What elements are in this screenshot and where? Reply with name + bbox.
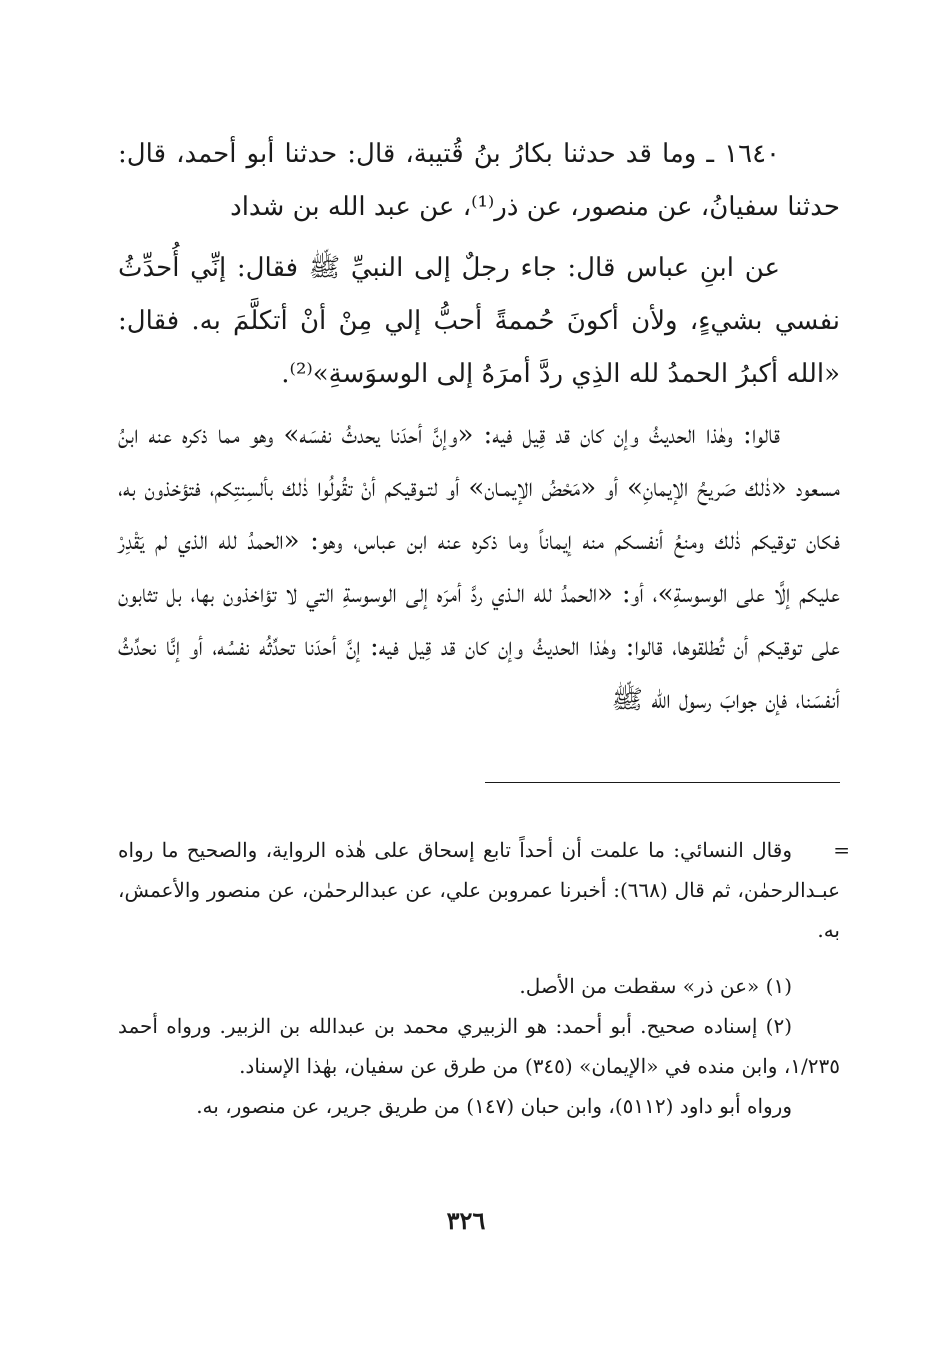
paragraph-commentary: قالوا: وهٰذا الحديثُ وإن كان قد قِيل فيه: «وإنَّ أحدَنا يحدثُ نفسَه» وهو مما ذكره عنه ابنُ مسعود «ذٰلك صَريحُ الإيمانِ» أو «مَحْضُ الإيمـان» أو لتـوقيكم أنْ تقُولُوا ذٰلك بألسِنتِكم، فتؤخذون به، فكان توقيكم ذٰلك ومنعُ أنفسكم منه إيماناً وما ذكره عنه ابن عباس، وهو: «الحمدُ لله الذي لم يَقْدِرْ عليكم إلَّا على الوسوسةِ»، أو: «الحمدُ لله الـذي ردَّ أمرَه إلى الوسوسةِ التي لا تؤاخذون بها، بل تثابون على توقيكم أن تُطلقوها، قالوا: وهٰذا الحديثُ وإن كان قد قِيل فيه: إنَّ أحدَنا تحدِّثُه نفسُه، أو إنَّا نحدِّثُ أنفسَنا، فإن جوابَ رسول الله ﷺ — [118, 420, 840, 715]
body-text-block — [118, 128, 840, 727]
footnotes — [118, 830, 850, 1126]
footnote-2: (٢) إسناده صحيح. أبو أحمد: هو الزبيري محمد بن عبدالله بن الزبير. ورواه أحمد ١/٢٣٥، وابن منده في «الإيمان» (٣٤٥) من طرق عن سفيان، بهٰذا الإسناد. — [118, 1014, 840, 1078]
paragraph-hadith-1640-isnad: ١٦٤٠ ـ وما قد حدثنا بكارُ بنُ قُتيبة، قال: حدثنا أبو أحمد، قال: حدثنا سفيانُ، عن منصور، عن ذر⁽¹⁾، عن عبد الله بن شداد — [118, 139, 840, 222]
footnote-continuation — [118, 830, 850, 950]
footnote-continuation-text: وقال النسائي: ما علمت أن أحداً تابع إسحاق على هٰذه الرواية، والصحيح ما رواه عبـدالرحمٰن، ثم قال (٦٦٨): أخبرنا عمروبن علي، عن عبدالرحمٰن، عن منصور والأعمش، به. — [118, 838, 841, 942]
page-number: ٣٢٦ — [446, 1206, 486, 1235]
footnote-2-extra: ورواه أبو داود (٥١١٢)، وابن حبان (١٤٧) من طريق جرير، عن منصور، به. — [196, 1094, 792, 1118]
footnote-separator — [485, 782, 840, 783]
main-text — [118, 128, 840, 727]
paragraph-hadith-1640-matn: عن ابنِ عباس قال: جاء رجلٌ إلى النبيِّ ﷺ فقال: إنِّي أُحدِّثُ نفسي بشيءٍ، ولأن أكونَ حُممةً أحبُّ إلي مِنْ أنْ أتكلَّمَ به. فقال: «الله أكبرُ الحمدُ لله الذِي ردَّ أمرَهُ إلى الوسوَسةِ»⁽²⁾. — [118, 253, 840, 389]
footnote-1: (١) «عن ذر» سقطت من الأصل. — [519, 974, 792, 998]
continuation-mark: = — [833, 838, 850, 862]
footnote-list — [118, 966, 840, 1126]
